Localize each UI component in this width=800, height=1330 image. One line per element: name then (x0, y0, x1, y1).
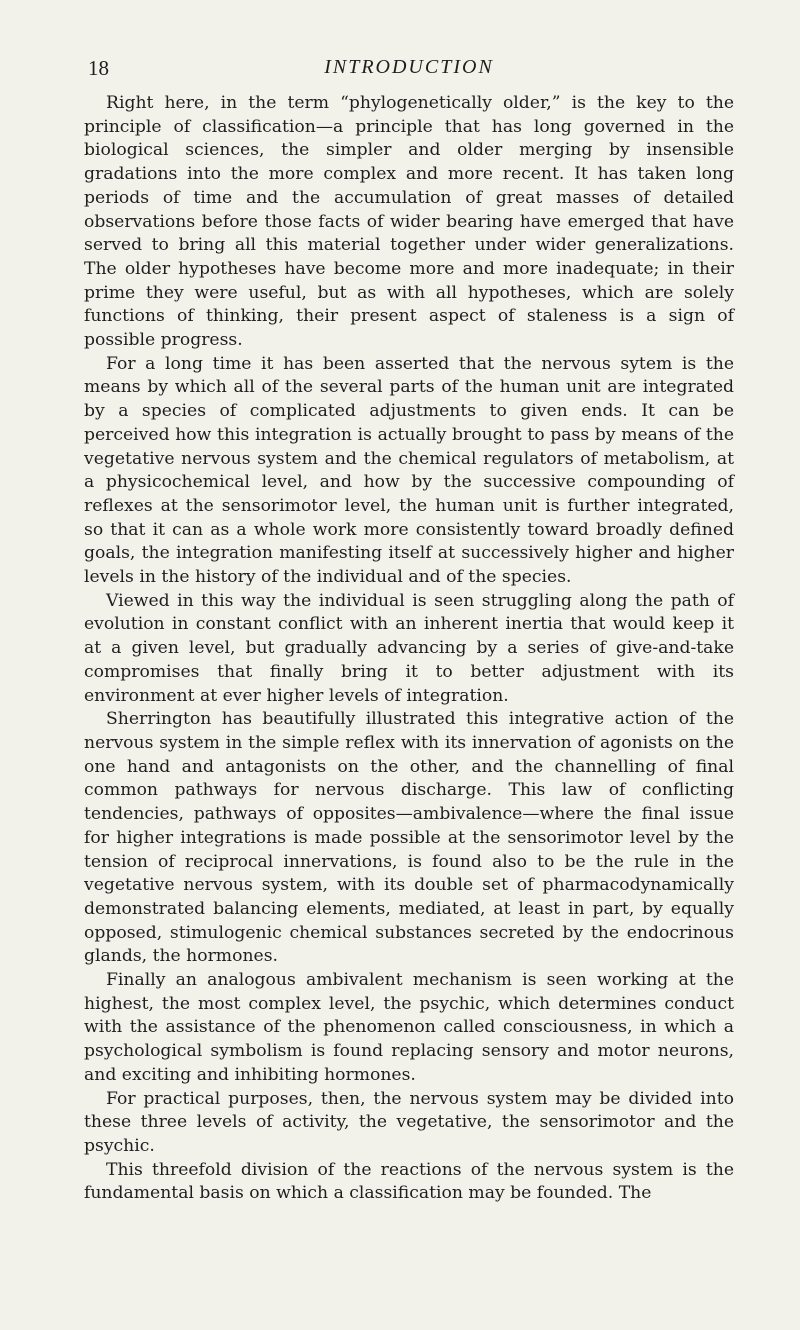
body-text (84, 92, 734, 1206)
paragraph: Sherrington has beautifully illustrated this integrative action of the nervous system in the simple reflex with its innervation of agonists on the one hand and antagonists on the other, and the channelling of final common pathways for nervous discharge. This law of conflicting tendencies, pathways of opposites—ambivalence—where the final issue for higher integrations is made possible at the sensorimotor level by the tension of reciprocal innervations, is found also to be the rule in the vegetative nervous system, with its double set of pharmacodynamically demonstrated balancing elements, mediated, at least in part, by equally opposed, stimulogenic chemical substances secreted by the endocrinous glands, the hormones. (84, 709, 734, 967)
paragraph: Right here, in the term “phylogenetically older,” is the key to the principle of classification—a principle that has long governed in the biological sciences, the simpler and older merging by insensible gradations into the more complex and more recent. It has taken long periods of time and the accumulation of great masses of detailed observations before those facts of wider bearing have emerged that have served to bring all this material together under wider generalizations. The older hypotheses have become more and more inadequate; in their prime they were useful, but as with all hypotheses, which are solely functions of thinking, their present aspect of staleness is a sign of possible progress. (84, 93, 734, 351)
page-number: 18 (88, 56, 109, 80)
paragraph: Finally an analogous ambivalent mechanism is seen working at the highest, the most complex level, the psychic, which determines conduct with the assistance of the phenomenon called consciousness, in which a psychological symbolism is found replacing sensory and motor neurons, and exciting and inhibiting hormones. (84, 970, 734, 1085)
paragraph: This threefold division of the reactions of the nervous system is the fundamental basis on which a classification may be founded. The (84, 1159, 734, 1204)
page-header (84, 0, 734, 92)
book-page (84, 0, 734, 1206)
paragraph: For practical purposes, then, the nervous system may be divided into these three levels of activity, the vegetative, the sensorimotor and the psychic. (84, 1088, 734, 1156)
running-head: INTRODUCTION (324, 56, 494, 78)
paragraph: For a long time it has been asserted that the nervous sytem is the means by which all of the several parts of the human unit are integrated by a species of complicated adjustments to given ends. It can be perceived how this integration is actually brought to pass by means of the vegetative nervous system and the chemical regulators of metabolism, at a physicochemical level, and how by the successive compounding of reflexes at the sensorimotor level, the human unit is further integrated, so that it can as a whole work more consistently toward broadly defined goals, the integration manifesting itself at successively higher and higher levels in the history of the individual and of the species. (84, 353, 734, 588)
paragraph: Viewed in this way the individual is seen struggling along the path of evolution in constant conflict with an inherent inertia that would keep it at a given level, but gradually advancing by a series of give-and-take compromises that finally bring it to better adjustment with its environment at ever higher levels of integration. (84, 590, 734, 706)
